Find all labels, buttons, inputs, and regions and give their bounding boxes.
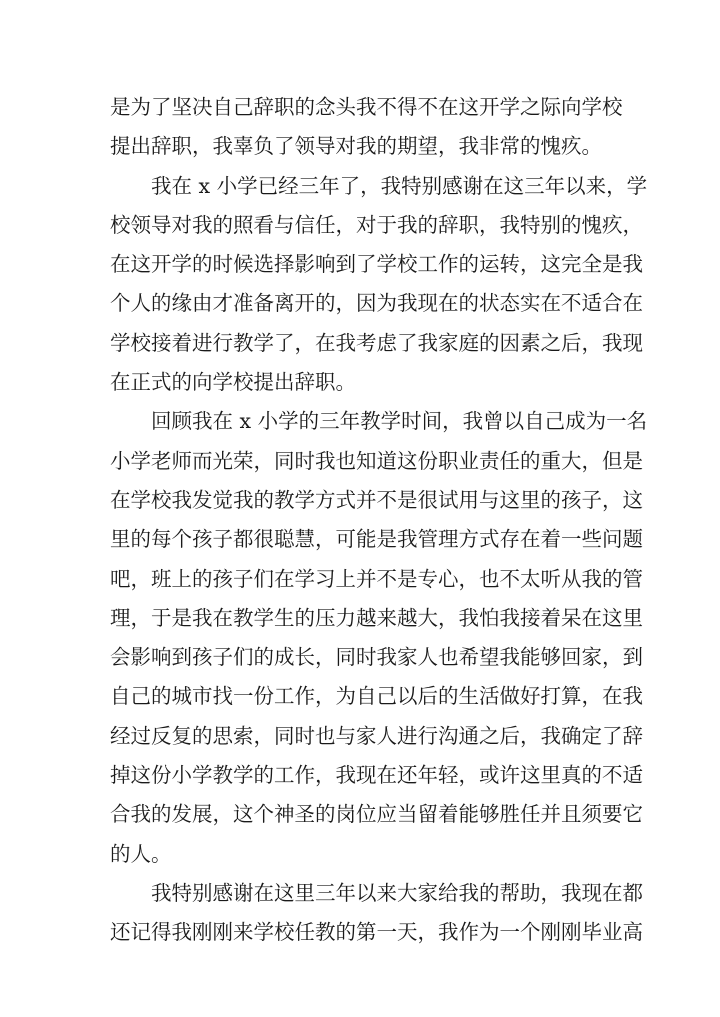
text-line: 我在 x 小学已经三年了，我特别感谢在这三年以来，学 xyxy=(151,173,648,198)
text-line: 经过反复的思索，同时也与家人进行沟通之后，我确定了辞 xyxy=(110,723,643,748)
text-line: 提出辞职，我辜负了领导对我的期望，我非常的愧疚。 xyxy=(110,134,602,159)
text-line: 理，于是我在教学生的压力越来越大，我怕我接着呆在这里 xyxy=(110,605,643,630)
text-line: 还记得我刚刚来学校任教的第一天，我作为一个刚刚毕业高 xyxy=(110,920,643,945)
text-line: 里的每个孩子都很聪慧，可能是我管理方式存在着一些问题 xyxy=(110,527,643,552)
text-line: 小学老师而光荣，同时我也知道这份职业责任的重大，但是 xyxy=(110,448,643,473)
text-line: 自己的城市找一份工作，为自己以后的生活做好打算，在我 xyxy=(110,684,643,709)
text-line: 掉这份小学教学的工作，我现在还年轻，或许这里真的不适 xyxy=(110,763,643,788)
text-line: 的人。 xyxy=(110,841,172,866)
text-line: 在学校我发觉我的教学方式并不是很试用与这里的孩子，这 xyxy=(110,487,643,512)
text-line: 在正式的向学校提出辞职。 xyxy=(110,370,356,395)
text-line: 在这开学的时候选择影响到了学校工作的运转，这完全是我 xyxy=(110,252,643,277)
text-line: 我特别感谢在这里三年以来大家给我的帮助，我现在都 xyxy=(151,880,643,905)
text-line: 是为了坚决自己辞职的念头我不得不在这开学之际向学校 xyxy=(110,95,623,119)
text-line: 校领导对我的照看与信任，对于我的辞职，我特别的愧疚， xyxy=(110,212,643,237)
text-line: 会影响到孩子们的成长，同时我家人也希望我能够回家，到 xyxy=(110,645,643,670)
document-body xyxy=(110,88,648,953)
text-line: 吧，班上的孩子们在学习上并不是专心，也不太听从我的管 xyxy=(110,566,643,591)
text-line: 个人的缘由才准备离开的，因为我现在的状态实在不适合在 xyxy=(110,291,643,316)
text-line: 学校接着进行教学了，在我考虑了我家庭的因素之后，我现 xyxy=(110,330,643,355)
text-line: 合我的发展，这个神圣的岗位应当留着能够胜任并且须要它 xyxy=(110,802,643,827)
text-line: 回顾我在 x 小学的三年教学时间，我曾以自己成为一名 xyxy=(151,409,648,434)
